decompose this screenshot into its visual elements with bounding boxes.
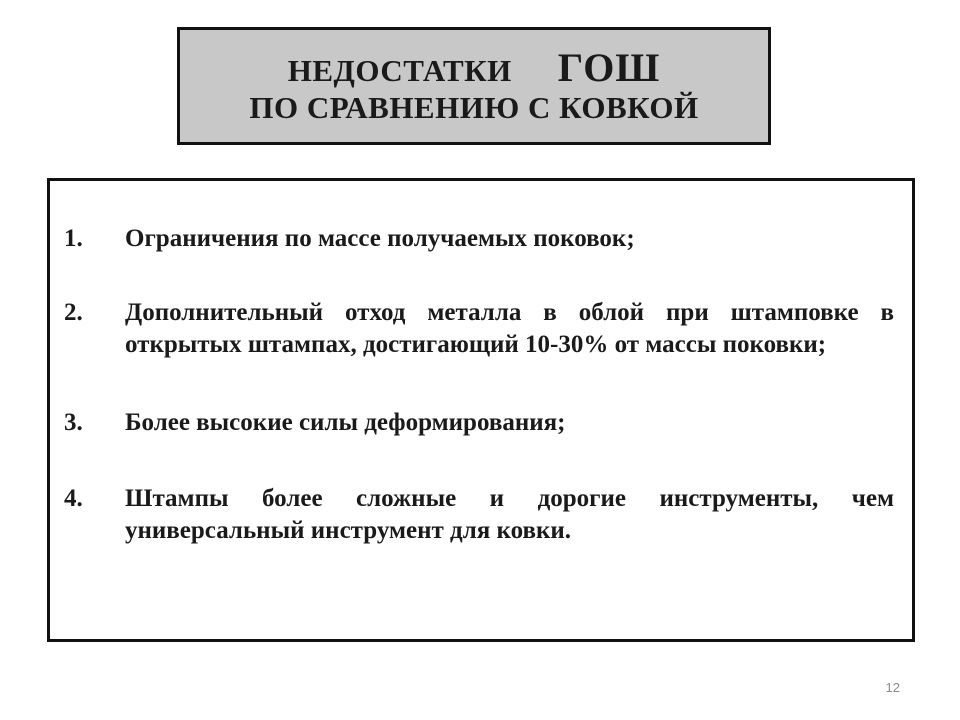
list-item-text: Дополнительный отход металла в облой при штамповке в открытых штампах, достигающий 10-30% от массы поковки; [125,299,894,358]
page-number: 12 [885,680,900,695]
list-item-text: Ограничения по массе получаемых поковок; [125,225,635,252]
title-line-1 [287,44,661,90]
title-word-nedostatki: НЕДОСТАТКИ [287,52,512,88]
list-item [64,483,894,547]
content-box [47,178,915,642]
list-item-text: Более высокие силы деформирования; [125,409,566,436]
list-item-number: 4. [64,485,83,512]
slide-title-box [177,27,771,145]
title-line-2: ПО СРАВНЕНИЮ С КОВКОЙ [249,89,699,125]
disadvantages-list [64,223,894,547]
title-word-gosh: ГОШ [557,44,661,90]
list-item-number: 1. [64,225,83,252]
list-item-number: 3. [64,409,83,436]
list-item-text: Штампы более сложные и дорогие инструменты, чем универсальный инструмент для ковки. [125,485,894,544]
list-item [64,223,894,255]
list-item [64,297,894,361]
list-item [64,407,894,439]
list-item-number: 2. [64,299,83,326]
